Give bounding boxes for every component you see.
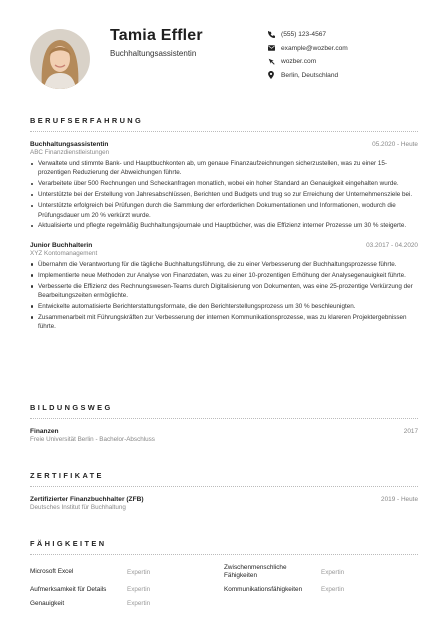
contact-list — [268, 28, 348, 82]
contact-website — [268, 55, 348, 69]
job-title: Buchhaltungsassistentin — [30, 141, 109, 148]
job-entry — [30, 242, 418, 332]
job-dates: 05.2020 - Heute — [372, 141, 418, 148]
skill-name: Genauigkeit — [30, 599, 65, 607]
education-heading: BILDUNGSWEG — [30, 403, 418, 419]
profile-photo — [30, 29, 90, 89]
mail-icon — [268, 45, 281, 51]
experience-section — [30, 116, 418, 343]
link-icon — [268, 58, 281, 65]
contact-location-text: Berlin, Deutschland — [281, 71, 339, 79]
skill-name: Kommunikationsfähigkeiten — [224, 585, 303, 593]
contact-email-text[interactable]: example@wozber.com — [281, 44, 348, 52]
job-bullet: Übernahm die Verantwortung für die tägliche Buchhaltungsführung, die zu einer Verbesserung der Buchhaltungsprozesse führte. — [30, 260, 418, 269]
job-entry — [30, 141, 418, 231]
education-field: Finanzen — [30, 428, 59, 435]
skill-level: Expertin — [321, 568, 345, 576]
skill-level: Expertin — [127, 600, 151, 608]
candidate-role: Buchhaltungsassistentin — [110, 49, 197, 58]
phone-icon — [268, 31, 281, 38]
skills-section — [30, 539, 418, 609]
skill-name: Zwischenmenschliche Fähigkeiten — [224, 564, 287, 580]
skill-item — [224, 564, 418, 581]
skill-item — [224, 585, 418, 595]
job-bullets — [30, 159, 418, 231]
job-title: Junior Buchhalterin — [30, 241, 93, 249]
education-year: 2017 — [403, 428, 418, 435]
job-bullet: Aktualisierte und pflegte regelmäßig Buchhaltungsjournale und Hauptbücher, was die Effizienz interner Prozesse um 30 % steigerte. — [30, 221, 418, 230]
avatar — [30, 29, 90, 89]
contact-website-text[interactable]: wozber.com — [281, 58, 317, 66]
job-bullet: Implementierte neue Methoden zur Analyse von Finanzdaten, was zu einer 10-prozentigen Erhöhung der Analysegenauigkeit führte. — [30, 271, 418, 280]
job-bullet: Unterstützte erfolgreich bei Prüfungen durch die Sammlung der erforderlichen Dokumentationen und Informationen, wodurch die Prüfungsdauer um 20 % verkürzt wurde. — [30, 201, 418, 220]
contact-phone-text[interactable]: (555) 123-4567 — [281, 31, 327, 39]
job-bullet: Verarbeitete über 500 Rechnungen und Scheckanfragen monatlich, wobei ein hoher Standard an Genauigkeit eingehalten wurde. — [30, 179, 418, 188]
certificate-entry — [30, 496, 418, 511]
contact-email — [268, 42, 348, 56]
certificate-dates: 2019 - Heute — [381, 496, 418, 503]
certificates-section — [30, 471, 418, 522]
job-company: ABC Finanzdienstleistungen — [30, 149, 110, 156]
location-pin-icon — [268, 71, 281, 79]
skill-item — [30, 599, 224, 609]
job-bullet: Verbesserte die Effizienz des Rechnungswesen-Teams durch Digitalisierung von Dokumenten, was eine 25-prozentige Verkürzung der Bearbeitungszeiten ermöglichte. — [30, 282, 418, 301]
skill-name: Microsoft Excel — [30, 568, 74, 576]
skill-name: Aufmerksamkeit für Details — [30, 585, 107, 593]
job-bullet: Zusammenarbeit mit Führungskräften zur Verbesserung der internen Kommunikationsprozesse, was zu klareren Projektergebnissen führte. — [30, 313, 418, 332]
job-company: XYZ Kontomanagement — [30, 249, 98, 257]
skills-heading: FÄHIGKEITEN — [30, 539, 418, 555]
certificates-heading: ZERTIFIKATE — [30, 471, 418, 487]
skill-item — [30, 564, 224, 581]
skill-level: Expertin — [127, 586, 151, 594]
job-bullet: Verwaltete und stimmte Bank- und Hauptbuchkonten ab, um genaue Finanzaufzeichnungen sicherzustellen, was zu einer 15-prozentigen Reduzierung der Abweichungen führte. — [30, 159, 418, 178]
job-bullets — [30, 260, 418, 332]
job-bullet: Unterstützte bei der Erstellung von Jahresabschlüssen, Berichten und Budgets und trug so zur Erreichung der Unternehmensziele bei. — [30, 190, 418, 199]
experience-heading: BERUFSERFAHRUNG — [30, 116, 418, 132]
skill-item — [30, 585, 224, 595]
job-bullet: Entwickelte automatisierte Berichterstattungsformate, die den Berichterstellungsprozess um 30 % beschleunigten. — [30, 302, 418, 311]
job-dates: 03.2017 - 04.2020 — [366, 241, 418, 249]
contact-location — [268, 69, 348, 83]
skills-grid — [30, 564, 418, 609]
education-entry — [30, 428, 418, 443]
contact-phone — [268, 28, 348, 42]
skill-level: Expertin — [127, 568, 151, 576]
education-section — [30, 403, 418, 454]
certificate-issuer: Deutsches Institut für Buchhaltung — [30, 504, 126, 511]
education-school: Freie Universität Berlin - Bachelor-Abschluss — [30, 436, 155, 443]
skill-level: Expertin — [321, 586, 345, 594]
candidate-name: Tamia Effler — [110, 27, 203, 44]
certificate-name: Zertifizierter Finanzbuchhalter (ZFB) — [30, 496, 144, 503]
